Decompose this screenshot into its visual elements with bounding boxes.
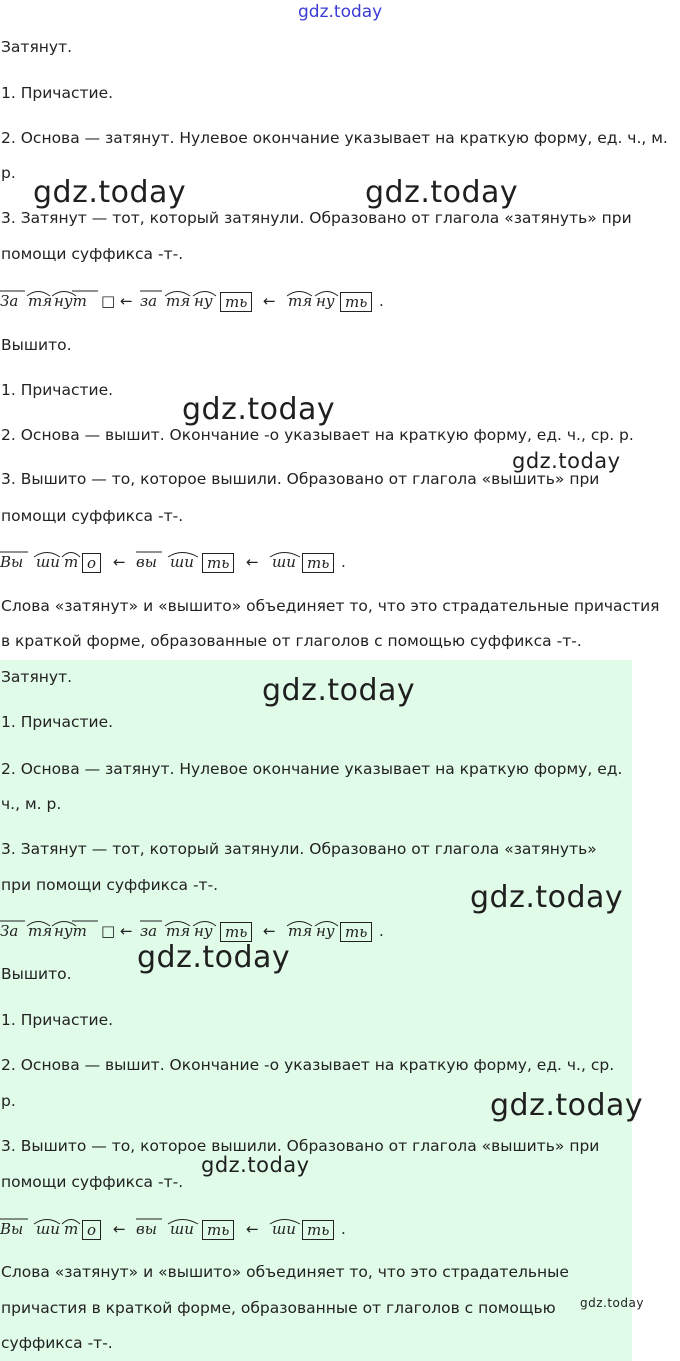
paragraph: р. — [1, 1092, 16, 1110]
morpheme-root: ши — [36, 553, 60, 571]
morpheme-prefix: За — [0, 292, 19, 310]
morpheme-prefix: за — [140, 922, 158, 940]
morpheme-suffix: ну — [194, 292, 213, 310]
ending-box: ть — [302, 1220, 334, 1240]
ending-box: о — [82, 553, 101, 573]
watermark: gdz.today — [137, 940, 291, 975]
morpheme-suffix: т — [64, 1220, 79, 1238]
watermark: gdz.today — [365, 175, 519, 210]
morpheme-formula-zatyanut — [0, 284, 400, 314]
watermark: gdz.today — [490, 1088, 644, 1123]
watermark: gdz.today — [201, 1153, 310, 1177]
arrow-icon: ← — [246, 1220, 259, 1238]
morpheme-root: тя — [288, 292, 313, 310]
ending-box: о — [82, 1220, 101, 1240]
morpheme-suffix: ну — [316, 922, 335, 940]
word-title: Затянут. — [1, 668, 73, 686]
paragraph: помощи суффикса -т-. — [1, 245, 184, 263]
formula-end: . — [379, 292, 384, 310]
paragraph: при помощи суффикса -т-. — [1, 876, 219, 894]
ending-box: ть — [340, 922, 372, 942]
formula-end: . — [341, 553, 346, 571]
arrow-icon: ← — [246, 553, 259, 571]
morpheme-suffix: ну — [194, 922, 213, 940]
morpheme-root: ши — [170, 553, 194, 571]
morpheme-prefix: За — [0, 922, 19, 940]
paragraph: Слова «затянут» и «вышито» объединяет то, что это страдательные причастия — [1, 597, 660, 615]
paragraph: суффикса -т-. — [1, 1334, 113, 1352]
morpheme-root: тя — [166, 292, 191, 310]
morpheme-prefix: вы — [136, 1220, 157, 1238]
morpheme-root: тя — [28, 922, 53, 940]
morpheme-prefix: Вы — [0, 1220, 24, 1238]
paragraph: 1. Причастие. — [1, 381, 114, 399]
watermark-top: gdz.today — [298, 2, 383, 22]
arrow-icon: ← — [113, 553, 126, 571]
formula-end: . — [379, 922, 384, 940]
morpheme-suffix: нут — [54, 922, 87, 940]
paragraph: 1. Причастие. — [1, 1011, 114, 1029]
morpheme-prefix: вы — [136, 553, 157, 571]
paragraph: 3. Затянут — тот, который затянули. Образовано от глагола «затянуть» — [1, 840, 597, 858]
arrow-icon: ← — [263, 292, 276, 310]
morpheme-root: ши — [170, 1220, 194, 1238]
paragraph: 3. Вышито — то, которое вышили. Образовано от глагола «вышить» при — [1, 1137, 600, 1155]
word-title: Вышито. — [1, 965, 72, 983]
morpheme-prefix: Вы — [0, 553, 24, 571]
paragraph: 2. Основа — вышит. Окончание -о указывает на краткую форму, ед. ч., ср. р. — [1, 426, 634, 444]
ending-box: ть — [220, 292, 252, 312]
paragraph: 2. Основа — затянут. Нулевое окончание указывает на краткую форму, ед. ч., м. — [1, 129, 668, 147]
paragraph: помощи суффикса -т-. — [1, 1173, 184, 1191]
arrow-icon: ← — [120, 292, 133, 310]
morpheme-root: ши — [272, 1220, 296, 1238]
morpheme-root: тя — [28, 292, 53, 310]
paragraph: Слова «затянут» и «вышито» объединяет то, что это страдательные — [1, 1263, 569, 1281]
morpheme-formula-vyshito — [0, 545, 360, 575]
zero-ending-box: □ — [101, 292, 116, 310]
paragraph: причастия в краткой форме, образованные от глаголов с помощью — [1, 1299, 556, 1317]
paragraph: 2. Основа — вышит. Окончание -о указывает на краткую форму, ед. ч., ср. — [1, 1056, 615, 1074]
paragraph: 1. Причастие. — [1, 713, 114, 731]
ending-box: ть — [220, 922, 252, 942]
formula-end: . — [341, 1220, 346, 1238]
paragraph: р. — [1, 164, 16, 182]
morpheme-root: ши — [36, 1220, 60, 1238]
paragraph: помощи суффикса -т-. — [1, 507, 184, 525]
watermark: gdz.today — [262, 673, 416, 708]
morpheme-prefix: за — [140, 292, 158, 310]
ending-box: ть — [302, 553, 334, 573]
paragraph: в краткой форме, образованные от глаголов с помощью суффикса -т-. — [1, 632, 582, 650]
paragraph: ч., м. р. — [1, 795, 62, 813]
watermark: gdz.today — [512, 449, 621, 473]
arrow-icon: ← — [263, 922, 276, 940]
morpheme-root: тя — [166, 922, 191, 940]
word-title: Вышито. — [1, 336, 72, 354]
morpheme-suffix: т — [64, 553, 79, 571]
ending-box: ть — [202, 1220, 234, 1240]
zero-ending-box: □ — [101, 922, 116, 940]
watermark: gdz.today — [470, 880, 624, 915]
paragraph: 3. Затянут — тот, который затянули. Образовано от глагола «затянуть» при — [1, 209, 632, 227]
watermark: gdz.today — [580, 1296, 644, 1310]
morpheme-suffix: нут — [54, 292, 87, 310]
word-title: Затянут. — [1, 38, 73, 56]
ending-box: ть — [340, 292, 372, 312]
arrow-icon: ← — [120, 922, 133, 940]
paragraph: 3. Вышито — то, которое вышили. Образовано от глагола «вышить» при — [1, 470, 600, 488]
paragraph: 2. Основа — затянут. Нулевое окончание указывает на краткую форму, ед. — [1, 760, 623, 778]
arrow-icon: ← — [113, 1220, 126, 1238]
ending-box: ть — [202, 553, 234, 573]
watermark: gdz.today — [33, 175, 187, 210]
morpheme-suffix: ну — [316, 292, 335, 310]
morpheme-root: ши — [272, 553, 296, 571]
paragraph: 1. Причастие. — [1, 84, 114, 102]
watermark: gdz.today — [182, 392, 336, 427]
morpheme-formula-vyshito — [0, 1212, 360, 1242]
morpheme-root: тя — [288, 922, 313, 940]
